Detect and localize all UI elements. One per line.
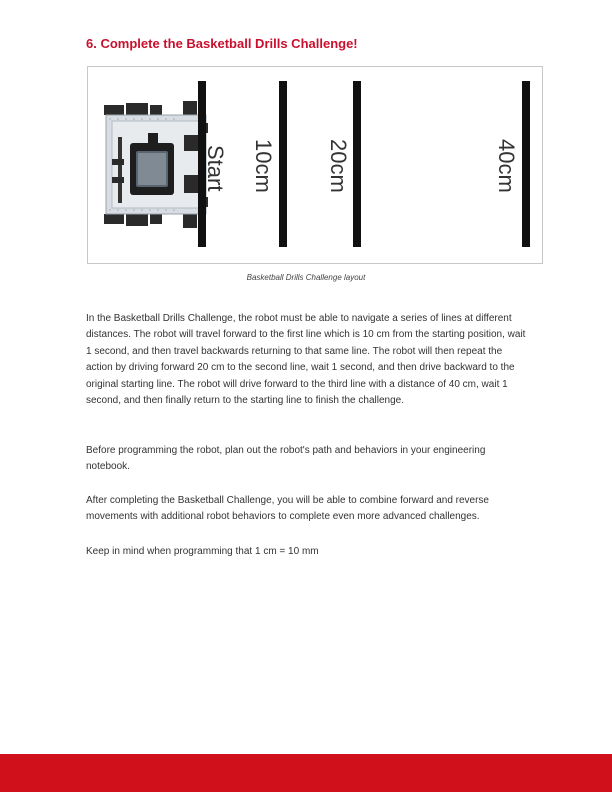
- paragraph-challenge-description: In the Basketball Drills Challenge, the robot must be able to navigate a series of lines at different distances. The robot will travel forward to the first line which is 10 cm from the starting position, wait 1 second, and then travel backwards returning to that same line. The robot will then repeat the action by driving forward 20 cm to the second line, wait 1 second, and then drive backward to the original starting line. The robot will drive forward to the third line with a distance of 40 cm, wait 1 second, and then finally return to the starting line to finish the challenge.: [86, 313, 526, 407]
- figure-caption: Basketball Drills Challenge layout: [246, 273, 366, 282]
- line-10cm: [279, 81, 287, 247]
- start-label: Start: [203, 145, 228, 192]
- challenge-layout-figure: [87, 66, 543, 264]
- label-10cm: 10cm: [251, 139, 276, 193]
- label-20cm: 20cm: [326, 139, 351, 193]
- paragraph-planning: Before programming the robot, plan out the robot's path and behaviors in your engineering notebook.: [86, 445, 486, 473]
- robot-illustration: [104, 101, 208, 228]
- paragraph-outcome: After completing the Basketball Challenge, you will be able to combine forward and reverse movements with additional robot behaviors to complete even more advanced challenges.: [86, 495, 489, 523]
- paragraph-unit-note: Keep in mind when programming that 1 cm = 10 mm: [86, 546, 319, 557]
- footer-band: [0, 754, 612, 792]
- line-40cm: [522, 81, 530, 247]
- label-40cm: 40cm: [494, 139, 519, 193]
- section-heading: 6. Complete the Basketball Drills Challenge!: [86, 36, 358, 51]
- line-20cm: [353, 81, 361, 247]
- challenge-layout-diagram: [88, 67, 542, 263]
